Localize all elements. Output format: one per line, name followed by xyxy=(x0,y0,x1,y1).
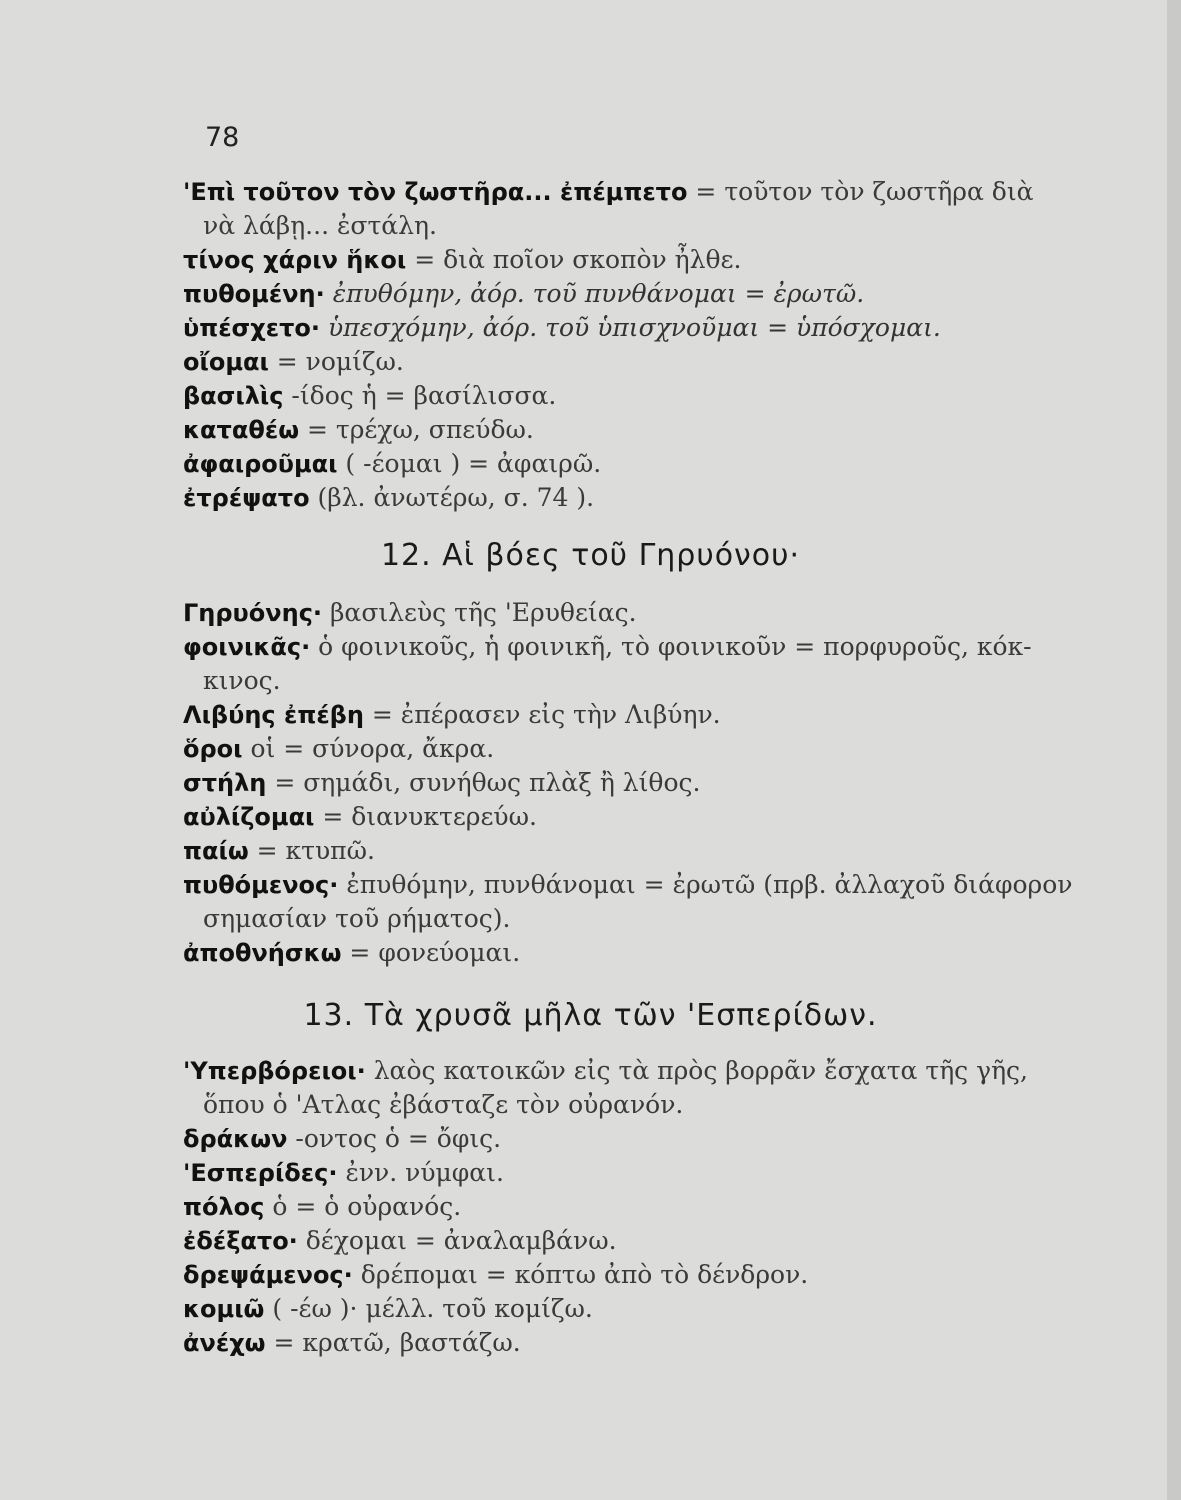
headword: Γηρυόνης· xyxy=(183,599,323,627)
headword: 'Υπερβόρειοι· xyxy=(183,1057,366,1085)
glossary-section-11 xyxy=(183,175,1108,515)
definition: = ἐπέρασεν εἰς τὴν Λιβύην. xyxy=(363,700,721,729)
definition: = τρέχω, σπεύδω. xyxy=(299,415,534,444)
glossary-entry-continuation xyxy=(183,1088,1108,1122)
headword: πυθόμενος· xyxy=(183,871,339,899)
glossary-entry xyxy=(183,834,1108,868)
definition: βασιλεὺς τῆς 'Ερυθείας. xyxy=(322,598,637,627)
definition: = τοῦτον τὸν ζωστῆρα διὰ xyxy=(687,177,1034,206)
headword: ἐδέξατο· xyxy=(183,1227,298,1255)
definition: = σημάδι, συνήθως πλὰξ ἢ λίθος. xyxy=(266,768,701,797)
headword: δράκων xyxy=(183,1125,288,1153)
glossary-entry xyxy=(183,413,1108,447)
headword: ἐτρέψατο xyxy=(183,484,310,512)
definition: ὁ = ὁ οὐρανός. xyxy=(264,1192,462,1221)
glossary-entry xyxy=(183,379,1108,413)
headword: βασιλὶς xyxy=(183,382,284,410)
glossary-entry-continuation xyxy=(183,209,1108,243)
definition: οἱ = σύνορα, ἄκρα. xyxy=(242,734,495,763)
glossary-section-13 xyxy=(183,1054,1108,1360)
headword: πυθομένη· xyxy=(183,280,325,308)
headword: ἀποθνήσκω xyxy=(183,939,342,967)
definition: ἐπυθόμην, ἀόρ. τοῦ πυνθάνομαι = ἐρωτῶ. xyxy=(324,279,865,308)
definition: δέχομαι = ἀναλαμβάνω. xyxy=(297,1226,617,1255)
glossary-entry-continuation xyxy=(183,664,1108,698)
glossary-entry xyxy=(183,800,1108,834)
headword: οἴομαι xyxy=(183,348,269,376)
headword: ἀφαιροῦμαι xyxy=(183,450,338,478)
glossary-entry xyxy=(183,1224,1108,1258)
headword: 'Εσπερίδες· xyxy=(183,1159,338,1187)
glossary-entry xyxy=(183,698,1108,732)
definition: σημασίαν τοῦ ρήματος). xyxy=(203,904,511,933)
glossary-entry xyxy=(183,1326,1108,1360)
glossary-entry xyxy=(183,630,1108,664)
glossary-entry xyxy=(183,1156,1108,1190)
definition: -οντος ὁ = ὄφις. xyxy=(287,1124,502,1153)
glossary-entry xyxy=(183,868,1108,902)
glossary-entry xyxy=(183,277,1108,311)
glossary-entry xyxy=(183,1258,1108,1292)
definition: δρέπομαι = κόπτω ἀπὸ τὸ δένδρον. xyxy=(352,1260,809,1289)
headword: πόλος xyxy=(183,1193,265,1221)
glossary-section-12 xyxy=(183,596,1108,970)
definition: ἐπυθόμην, πυνθάνομαι = ἐρωτῶ (πρβ. ἀλλαχοῦ διάφορον xyxy=(338,870,1073,899)
glossary-entry xyxy=(183,481,1108,515)
glossary-entry xyxy=(183,1054,1108,1088)
glossary-entry xyxy=(183,766,1108,800)
glossary-entry xyxy=(183,345,1108,379)
glossary-entry xyxy=(183,243,1108,277)
definition: ὁ φοινικοῦς, ἡ φοινικῆ, τὸ φοινικοῦν = πορφυροῦς, κόκ- xyxy=(310,632,1032,661)
definition: ( -έω )· μέλλ. τοῦ κομίζω. xyxy=(264,1294,593,1323)
page-edge xyxy=(1167,0,1181,1500)
definition: νὰ λάβῃ... ἐστάλη. xyxy=(203,211,437,240)
headword: ἀνέχω xyxy=(183,1329,266,1357)
page-number: 78 xyxy=(205,122,240,153)
section-heading-13: 13. Τὰ χρυσᾶ μῆλα τῶν 'Εσπερίδων. xyxy=(303,998,878,1033)
definition: = διανυκτερεύω. xyxy=(314,802,537,831)
definition: = φονεύομαι. xyxy=(341,938,521,967)
glossary-entry xyxy=(183,936,1108,970)
glossary-entry xyxy=(183,1190,1108,1224)
definition: = νομίζω. xyxy=(268,347,404,376)
section-heading-12: 12. Αἱ βόες τοῦ Γηρυόνου· xyxy=(380,538,801,573)
definition: = διὰ ποῖον σκοπὸν ἦλθε. xyxy=(406,245,742,274)
definition: λαὸς κατοικῶν εἰς τὰ πρὸς βορρᾶν ἔσχατα τῆς γῆς, xyxy=(365,1056,1028,1085)
glossary-entry xyxy=(183,596,1108,630)
glossary-entry xyxy=(183,732,1108,766)
headword: φοινικᾶς· xyxy=(183,633,311,661)
definition: (βλ. ἀνωτέρω, σ. 74 ). xyxy=(309,483,595,512)
glossary-entry xyxy=(183,175,1108,209)
definition: -ίδος ἡ = βασίλισσα. xyxy=(283,381,557,410)
definition: ὑπεσχόμην, ἀόρ. τοῦ ὑπισχνοῦμαι = ὑπόσχομαι. xyxy=(320,313,941,342)
headword: 'Επὶ τοῦτον τὸν ζωστῆρα... ἐπέμπετο xyxy=(183,178,688,206)
definition: = κτυπῶ. xyxy=(248,836,375,865)
headword: καταθέω xyxy=(183,416,300,444)
definition: ὅπου ὁ 'Ατλας ἐβάσταζε τὸν οὐρανόν. xyxy=(203,1090,684,1119)
headword: Λιβύης ἐπέβη xyxy=(183,701,364,729)
headword: δρεψάμενος· xyxy=(183,1261,353,1289)
headword: παίω xyxy=(183,837,249,865)
headword: κομιῶ xyxy=(183,1295,265,1323)
headword: στήλη xyxy=(183,769,267,797)
glossary-entry xyxy=(183,447,1108,481)
headword: ὅροι xyxy=(183,735,243,763)
glossary-entry xyxy=(183,1292,1108,1326)
headword: τίνος χάριν ἥκοι xyxy=(183,246,407,274)
headword: ὑπέσχετο· xyxy=(183,314,321,342)
glossary-entry-continuation xyxy=(183,902,1108,936)
definition: ( -έομαι ) = ἀφαιρῶ. xyxy=(337,449,602,478)
headword: αὐλίζομαι xyxy=(183,803,315,831)
definition: = κρατῶ, βαστάζω. xyxy=(265,1328,521,1357)
definition: ἐνν. νύμφαι. xyxy=(337,1158,504,1187)
glossary-entry xyxy=(183,1122,1108,1156)
glossary-entry xyxy=(183,311,1108,345)
definition: κινος. xyxy=(203,666,281,695)
